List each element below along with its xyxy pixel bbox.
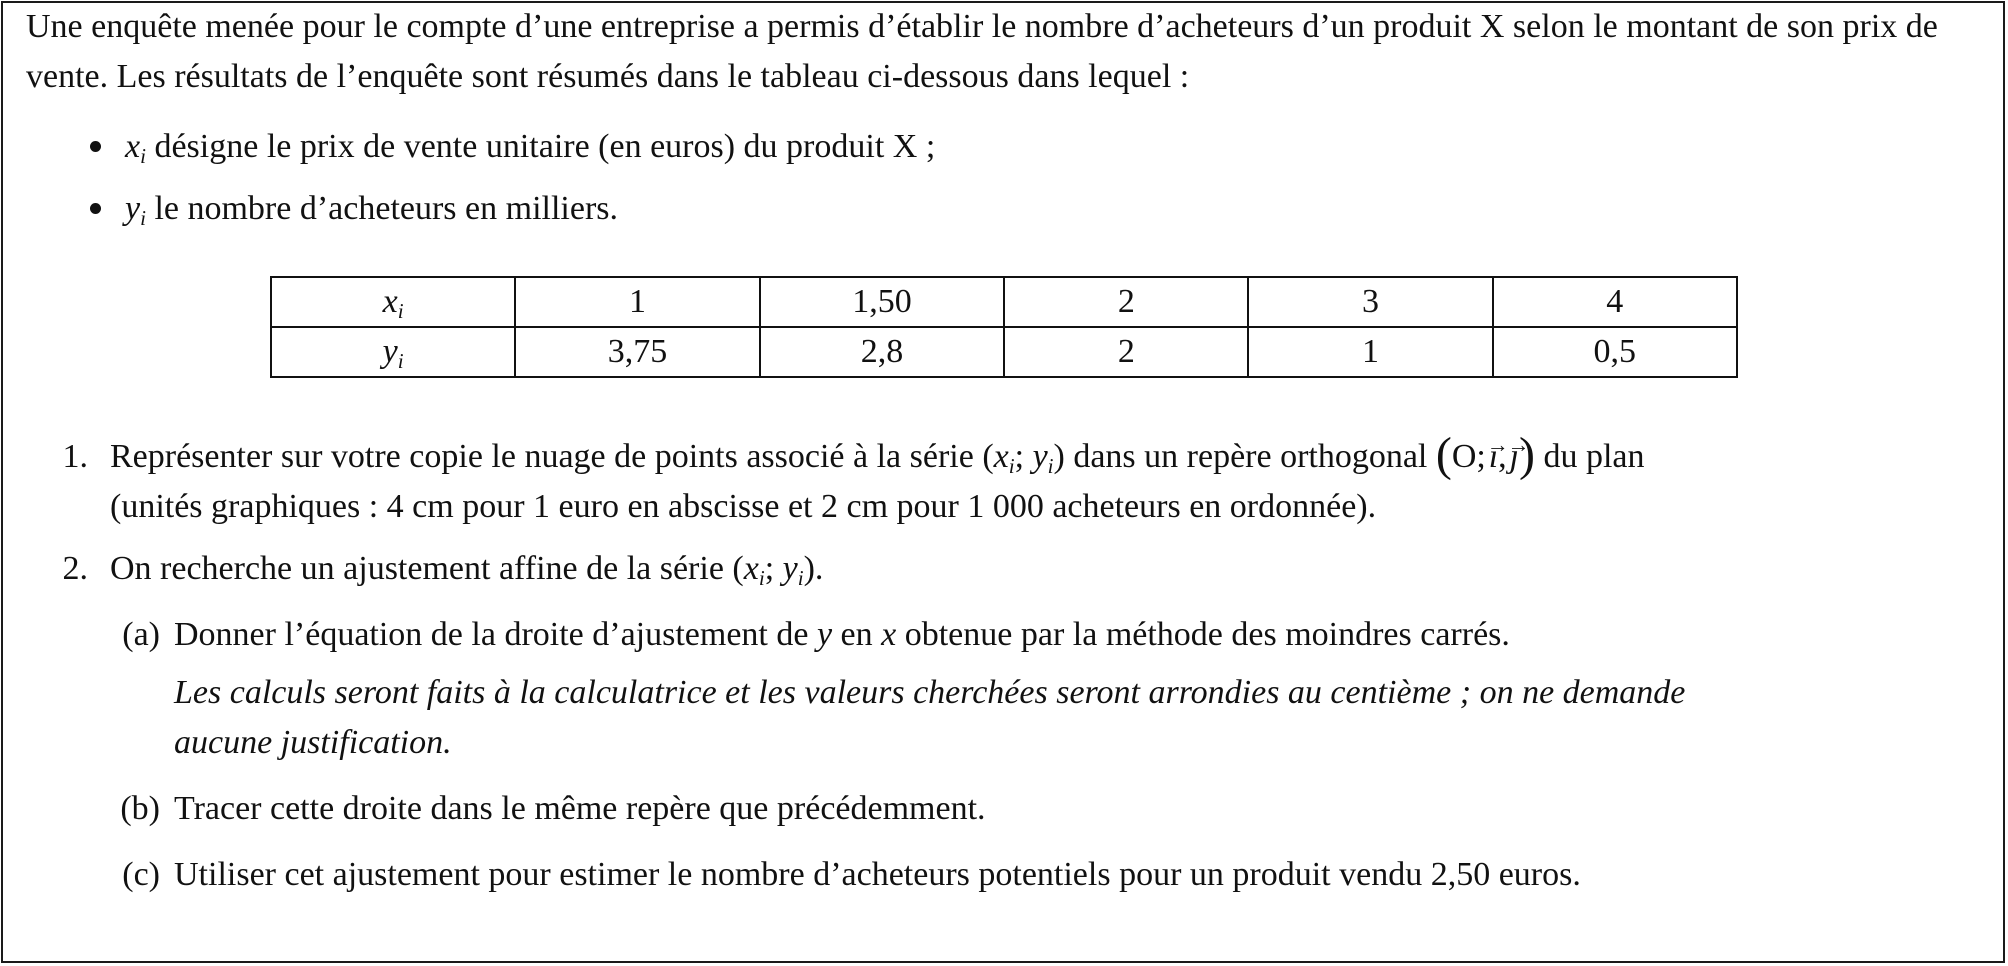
part-c-text: Utiliser cet ajustement pour estimer le nombre d’acheteurs potentiels pour un produit vendu 2,50 euros. — [174, 856, 1581, 893]
bullet-y — [90, 184, 618, 234]
row-header-y: $y_i$ — [271, 327, 515, 377]
data-table — [270, 276, 1738, 378]
row-header-x: $x_i$ — [271, 277, 515, 327]
part-a-label: (a) — [122, 616, 160, 653]
part-b-text: Tracer cette droite dans le même repère que précédemment. — [174, 790, 986, 827]
question-2-number: 2. — [62, 550, 88, 587]
question-2-text: On recherche un ajustement affine de la série ($x_i$; $y_i$). — [110, 550, 824, 590]
sub-i: i — [140, 205, 146, 230]
var-x: x — [125, 128, 141, 165]
part-a-note-line-2: aucune justification. — [174, 724, 452, 761]
table-cell: 0,5 — [1493, 327, 1737, 377]
table-cell: 3,75 — [515, 327, 760, 377]
table-cell: 4 — [1493, 277, 1737, 327]
table-cell: 1 — [1248, 327, 1492, 377]
bullet-text: désigne le prix de vente unitaire (en euros) du produit X ; — [145, 128, 936, 165]
table-cell: 2 — [1004, 327, 1248, 377]
question-1-number: 1. — [62, 438, 88, 475]
table-cell: 2 — [1004, 277, 1248, 327]
table-cell: 3 — [1248, 277, 1492, 327]
table-row — [271, 327, 1737, 377]
sub-i: i — [140, 143, 146, 168]
part-c-label: (c) — [122, 856, 160, 893]
part-b-label: (b) — [120, 790, 160, 827]
part-a-text: Donner l’équation de la droite d’ajustement de y en x obtenue par la méthode des moindres carrés. — [174, 616, 1510, 653]
part-a-note-line-1: Les calculs seront faits à la calculatrice et les valeurs cherchées seront arrondies au centième ; on ne demande — [174, 674, 1686, 711]
table-cell: 1 — [515, 277, 760, 327]
bullet-dot-icon — [90, 203, 101, 214]
table-cell: 2,8 — [760, 327, 1005, 377]
intro-paragraph: Une enquête menée pour le compte d’une entreprise a permis d’établir le nombre d’acheteurs d’un produit X selon le montant de son prix de vente. Les résultats de l’enquête sont résumés dans le tableau ci-dessous dans lequel : — [26, 8, 1938, 95]
question-1-line-2: (unités graphiques : 4 cm pour 1 euro en abscisse et 2 cm pour 1 000 acheteurs en ordonnée). — [110, 488, 1377, 525]
question-1-line-1: Représenter sur votre copie le nuage de points associé à la série ($x_i$; $y_i$) dans un repère orthogonal (O; → ı, → ȷ) du plan — [110, 432, 1645, 482]
bullet-dot-icon — [90, 141, 101, 152]
table-cell: 1,50 — [760, 277, 1005, 327]
bullet-text: le nombre d’acheteurs en milliers. — [145, 190, 619, 227]
table-row — [271, 277, 1737, 327]
bullet-x — [90, 122, 935, 172]
var-y: y — [125, 190, 141, 227]
